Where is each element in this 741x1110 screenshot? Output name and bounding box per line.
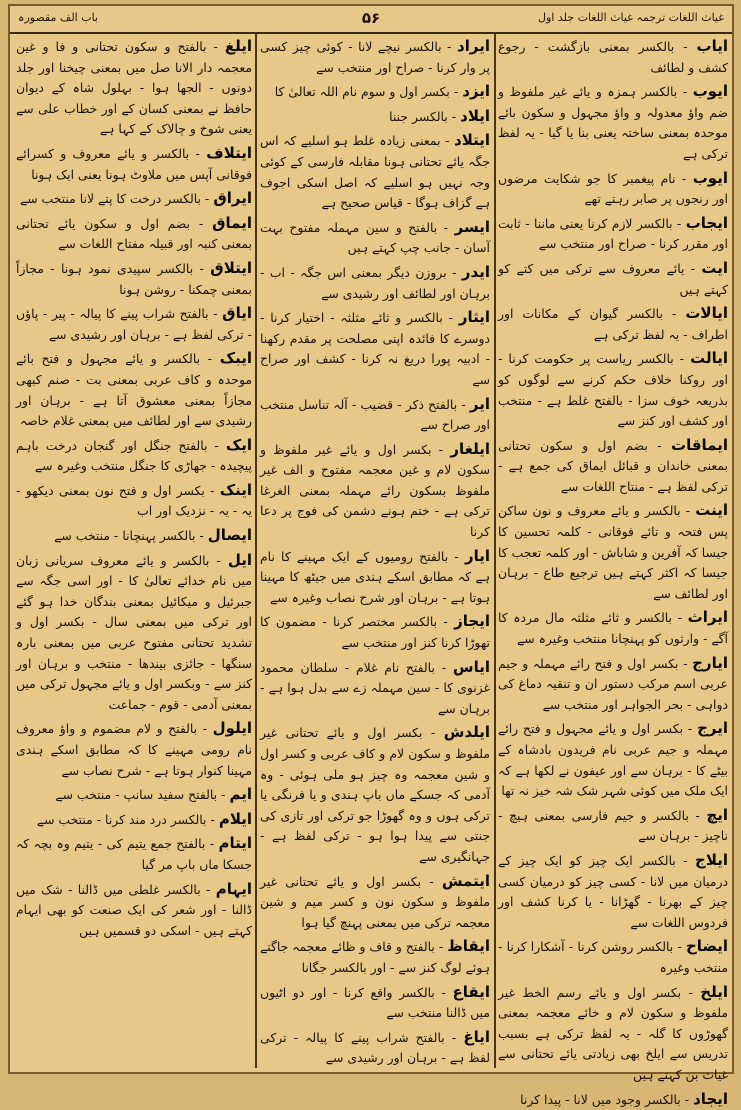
definition: - بالکسر روشن کرنا - آشکارا کرنا - منتخب وغیرہ [498, 939, 728, 975]
definition: - بکسر اول و یائے رسم الخط غیر ملفوظ و سکون لام و خائے معجمہ بمعنی گھوڑوں کا گلہ - یہ لفظ ترکی ہے بسبب تدریس سے ایلخ بھی زیادتی یائے تحتانی سے غیاث بن کہتے ہیں [498, 985, 728, 1082]
headword: ایراد [457, 37, 490, 55]
definition: - بمعنی زیادہ غلط ہو اسلیے کہ اس جگہ یائے تحتانی ہونا مقابلہ فارسی کے کوئی وجہ نہیں ہو اسلیے کہ اصل اسکی اجوف ہے گزاف ہوگا - قیاس صحیح ہے [260, 133, 490, 210]
headword: ایتلاد [454, 131, 490, 149]
definition: - بالکسر و ثائے مثلثہ - اختیار کرنا - دوسرے کا فائدہ اپنی مصلحت پر مقدم رکھنا - ادبیہ پورا دریغ نہ کرنا - کشف اور صراح سے [260, 310, 490, 387]
headword: ایچ [706, 806, 728, 824]
dictionary-entry [16, 525, 252, 547]
dictionary-entry [16, 258, 252, 300]
definition: - بکسر اول و یائے غیر ملفوظ و سکون لام و غین معجمہ مفتوح و الف غیر ملفوظ بسکون رائے مہملہ بمعنی الغرغا ترکی ہے - ختم ہونے دشمن کی فوج پر دعا کرنا [260, 442, 490, 539]
headword: ایجاز [454, 612, 490, 630]
dictionary-entry [16, 480, 252, 522]
definition: - بالکسر و یائے معروف و نون ساکن پس فتحہ و تائے فوقانی - کلمہ تحسین کا جیسا کہ آفرین و شاباش - اور کلمہ تعجب کا جیسا کہ اکثر کہتے ہیں ترجیع طاع - برہان اور لطائف سے [498, 503, 728, 600]
headword: ایثار [459, 308, 490, 326]
dictionary-entry [498, 982, 728, 1086]
dictionary-entry [16, 348, 252, 431]
dictionary-entry [498, 805, 728, 847]
headword: ایلام [219, 810, 252, 828]
headword: ایر [470, 395, 490, 413]
page-number: ۵۶ [362, 9, 380, 27]
dictionary-entry [498, 36, 728, 78]
headword: ایلاج [695, 851, 728, 869]
headword: ایاغ [463, 1028, 490, 1046]
headword: ایماقات [671, 436, 728, 454]
dictionary-entry [260, 217, 490, 259]
headword: ایم [229, 785, 252, 803]
headword: ایراث [688, 608, 728, 626]
definition: - بکسر اول و سوم نام اللہ تعالیٰ کا [275, 84, 458, 99]
headword: اینت [695, 501, 728, 519]
headword: ایضاح [686, 937, 728, 955]
headword: ایقاع [453, 983, 490, 1001]
dictionary-entry [498, 653, 728, 716]
definition: - بالفتح و سین مہملہ مفتوح بہت آسان - جانب چپ کہتے ہیں [260, 220, 490, 256]
headword: ایدر [462, 263, 490, 281]
dictionary-entry [16, 188, 252, 210]
headword: ایل [228, 551, 252, 569]
headword: ایزد [462, 82, 490, 100]
headword: ایجاد [693, 1090, 728, 1108]
headword: ایلخ [700, 983, 728, 1001]
dictionary-entry [16, 879, 252, 942]
definition: - بالفتح و سکون تحتانی و فا و غین معجمہ دار الانا صل میں بمعنی چیخنا اور جلد دونوں - الجھا ہوا - بہلول شاہ کے دیوان حافظ نے بمعنی کسان کے اور خطاب علی سے یعنی شوخ و چالاک کے کہا ہے [16, 39, 252, 136]
definition: - بالکسر درخت کا پتے لانا منتخب سے [20, 191, 209, 206]
headword: ایتام [218, 834, 252, 852]
headword: ایماق [212, 214, 252, 232]
headword: ایجاب [686, 214, 728, 232]
section-title: باب الف مقصورہ [18, 11, 98, 24]
headword: ایلول [213, 719, 252, 737]
dictionary-entry [498, 500, 728, 604]
definition: - بالفتح شراب پینے کا پیالہ - پیر - پاؤں - ترکی لفظ ہے - برہان اور رشیدی سے [16, 306, 252, 342]
dictionary-entry [498, 1089, 728, 1110]
headword: ایت [701, 259, 728, 277]
definition: - بکسر اول و یائے تحتانی غیر ملفوظ و سکون لام و کاف عربی و کسر اول و شین معجمہ وہ چیز ہو ملی ہوئی - وہ آدمی کہ جسکے ماں باپ ہندی و یا فرنگی یا ترکی ہوں و وہ گھوڑا جو ترکی اور تازی کی جنتی سے پیدا ہوا ہو - ترکی لفظ ہے - جہانگیری سے [260, 725, 490, 864]
definition: - بالفتح و لام مضموم و واؤ معروف نام رومی مہینے کا کہ مطابق اسکے ہندی مہینا کنوار ہوتا ہے - شرح نصاب سے [16, 721, 252, 777]
definition: - بکسر اول و فتح نون بمعنی دیکھو - یہ - یہ - نزدیک اور اب [16, 483, 252, 519]
headword: ایتلاق [210, 259, 252, 277]
headword: ایتلاف [206, 144, 252, 162]
headword: ایارج [692, 654, 728, 672]
definition: - بالفتح و قاف و ظائے معجمہ جاگتے ہوئے لوگ کنز سے - اور بالکسر جگانا [260, 939, 490, 975]
dictionary-entry [16, 784, 252, 806]
definition: - بالکسر و ثائے مثلثہ مال مردہ کا آگے - وارثوں کو پہنچانا منتخب وغیرہ سے [498, 610, 728, 646]
definition: - بالفتح سفید سانپ - منتخب سے [55, 787, 225, 802]
definition: - بضم اول و سکون یائے تحتانی بمعنی کنبہ اور قبیلہ مفتاح اللغات سے [16, 216, 252, 252]
headword: ایالت [690, 349, 728, 367]
definition: - بکسر اول و یائے تحتانی غیر ملفوظ و سکون نون و کسر میم و شین معجمہ ترکی میں بمعنی پہنچ گیا ہوا [260, 874, 490, 930]
dictionary-entry [260, 106, 490, 128]
dictionary-entry [260, 81, 490, 103]
headword: ایلدش [444, 723, 490, 741]
definition: - بالفتح جنگل اور گنجان درخت باہم پیچیدہ - جھاڑی کا جنگل منتخب وغیرہ سے [16, 438, 252, 474]
dictionary-entry [260, 611, 490, 653]
dictionary-entry [498, 303, 728, 345]
dictionary-entry [260, 871, 490, 934]
dictionary-entry [16, 435, 252, 477]
dictionary-entry [260, 262, 490, 304]
headword: ایہام [216, 880, 252, 898]
headword: ایقاظ [447, 937, 490, 955]
definition: - بالکسر وجود میں لانا - پیدا کرنا [520, 1092, 689, 1107]
definition: - بالکسر واقع کرنا - اور دو اٹیوں میں ڈالنا منتخب سے [260, 985, 490, 1021]
headword: ایاق [222, 304, 252, 322]
definition: - بالکسر جننا [389, 109, 456, 124]
dictionary-entry [16, 36, 252, 140]
headword: اینک [220, 481, 252, 499]
definition: - یائے معروف سے ترکی میں کتے کو کہتے ہیں [498, 261, 728, 297]
middle-column [260, 36, 490, 1066]
dictionary-entry [260, 982, 490, 1024]
dictionary-entry [16, 809, 252, 831]
headword: ایصال [208, 526, 252, 544]
headword: ایاب [697, 37, 728, 55]
headword: ایار [465, 547, 490, 565]
definition: - بالکسر بمعنی بازگشت - رجوع کشف و لطائف [498, 39, 728, 75]
definition: - بالکسر لازم کرنا یعنی ماننا - ثابت اور مقرر کرنا - صراح اور منتخب سے [498, 216, 728, 252]
headword: ایرج [697, 719, 728, 737]
headword: ایلغ [225, 37, 252, 55]
headword: ایراق [213, 189, 252, 207]
dictionary-entry [498, 936, 728, 978]
dictionary-entry [260, 546, 490, 609]
headword: ایوب [693, 82, 728, 100]
dictionary-entry [16, 303, 252, 345]
dictionary-entry [260, 439, 490, 543]
definition: - بالکسر و یائے مجہول و فتح بائے موحدہ و کاف عربی بمعنی بت - صنم کبھی مجازاً بمعنی معشوق آتا ہے - برہان اور رشیدی سے اور لطائف میں بمعنی غلام خاصہ [16, 351, 252, 428]
dictionary-entry [16, 550, 252, 716]
definition: - بالفتح جمع یتیم کی - یتیم وہ بچہ کہ جسکا ماں باپ مر گیا [16, 836, 252, 872]
headword: ایوب [693, 169, 728, 187]
definition: - بالکسر ریاست پر حکومت کرنا - اور روکنا خلاف حکم کرنے سے لوگوں کو بذریعہ خوف سزا - بالفتح غلط ہے - منتخب اور کشف اور کنز سے [498, 351, 728, 428]
dictionary-entry [260, 936, 490, 978]
definition: - بالکسر غلطی میں ڈالنا - شک میں ڈالنا - اور شعر کی ایک صنعت کو بھی ایہام کہتے ہیں - اسکی دو قسمیں ہیں [16, 882, 252, 938]
dictionary-entry [498, 258, 728, 300]
dictionary-entry [498, 213, 728, 255]
definition: - بالفتح شراب پینے کا پیالہ - ترکی لفظ ہے - برہان اور رشیدی سے [260, 1030, 490, 1066]
headword: ایبک [220, 349, 252, 367]
definition: - بالکسر ہمزہ و یائے غیر ملفوظ و ضم واؤ معدولہ و واؤ مجہول و سکون بائے موحدہ بمعنی ساختہ یعنی بنا یا گیا - یہ لفظ ترکی ہے [498, 84, 728, 161]
definition: - بالکسر نیچے لانا - کوئی چیز کسی پر وار کرنا - صراح اور منتخب سے [260, 39, 490, 75]
dictionary-page [8, 4, 734, 1074]
definition: - بالکسر درد مند کرنا - منتخب سے [37, 812, 215, 827]
definition: - بالفتح نام غلام - سلطان محمود غزنوی کا - سین مہملہ زے سے بدل ہوا ہے - برہان سے [260, 660, 490, 716]
dictionary-entry [260, 307, 490, 390]
headword: ایلاد [460, 107, 490, 125]
definition: - بضم اول و سکون تحتانی بمعنی خاندان و قبائل ایماق کی جمع ہے - ترکی لفظ ہے - منتاح اللغات سے [498, 438, 728, 494]
page-header [10, 6, 732, 34]
dictionary-entry [260, 36, 490, 78]
dictionary-entry [260, 130, 490, 213]
running-title: غیاث اللغات ترجمہ غیاث اللغات جلد اول [538, 11, 724, 24]
headword: ایتمش [442, 872, 490, 890]
definition: - بکسر اول و یائے مجہول و فتح رائے مہملہ و جیم عربی نام فریدون بادشاہ کے بیٹے کا - برہان سے اور عیفون نے لکھا ہے کہ ایک ملک میں کوئی شہر شک شہ خیز نہ تھا [498, 721, 728, 798]
definition: - بالکسر و یائے معروف و کسرائے فوقانی آپس میں ملاوٹ ہونا یعنی ایک ہونا [16, 146, 252, 182]
dictionary-entry [498, 435, 728, 498]
dictionary-entry [498, 718, 728, 801]
dictionary-entry [260, 394, 490, 436]
dictionary-entry [260, 1027, 490, 1069]
definition: - بالفتح ذکر - قضیب - آلہ تناسل منتخب اور صراح سے [260, 397, 490, 433]
definition: - بکسر اول و فتح رائے مہملہ و جیم عربی اسم مرکب دستور ان و تنقیہ دماغ کی دواہی - بحر الجواہر اور منتخب سے [498, 656, 728, 712]
dictionary-entry [16, 143, 252, 185]
headword: ایالات [685, 304, 728, 322]
definition: - بروزن دیگر بمعنی اس جگہ - اب - برہان اور لطائف اور رشیدی سے [260, 265, 490, 301]
dictionary-entry [498, 168, 728, 210]
definition: - بالکسر ایک چیز کو ایک چیز کے درمیان میں لانا - کسی چیز کو درمیان کسی چیز کے بھرنا - گھڑانا - یا کرنا کشف اور فردوس اللغات سے [498, 853, 728, 930]
definition: - بالفتح رومیوں کے ایک مہینے کا نام ہے کہ مطابق اسکے ہندی میں جیٹھ کا مہینا ہوتا ہے - برہان اور شرح نصاب وغیرہ سے [260, 549, 490, 605]
dictionary-entry [260, 722, 490, 867]
definition: - نام پیغمبر کا جو شکایت مرضوں اور رنجوں پر صابر رہتے تھے [498, 171, 728, 207]
right-column [498, 36, 728, 1066]
headword: ایسر [455, 218, 490, 236]
dictionary-entry [16, 833, 252, 875]
headword: ایاس [453, 658, 490, 676]
headword: ایک [226, 436, 252, 454]
dictionary-entry [16, 213, 252, 255]
dictionary-entry [498, 607, 728, 649]
definition: - بالکسر و جیم فارسی بمعنی ہیچ - ناچیز - برہان سے [498, 808, 728, 844]
definition: - بالکسر مختصر کرنا - مضمون کا تھوڑا کرنا کنز اور منتخب سے [260, 614, 490, 650]
definition: - بالکسر گیوان کے مکانات اور اطراف - یہ لفظ ترکی ہے [498, 306, 728, 342]
dictionary-entry [498, 81, 728, 164]
left-column [16, 36, 252, 1066]
dictionary-entry [498, 850, 728, 933]
headword: ایلغار [450, 440, 490, 458]
definition: - بالکسر پہنچانا - منتخب سے [54, 528, 204, 543]
column-divider [494, 34, 496, 1068]
column-divider [255, 34, 257, 1068]
dictionary-entry [498, 348, 728, 431]
dictionary-entry [260, 657, 490, 720]
dictionary-entry [16, 718, 252, 781]
definition: - بالکسر سپیدی نمود ہونا - مجازاً بمعنی چمکنا - روشن ہونا [16, 261, 252, 297]
definition: - بالکسر و یائے معروف سریانی زبان میں نام خدائے تعالیٰ کا - اور اسی جگہ سے جبرئیل و میکائیل بمعنی بندگان خدا ہو گئے اور ترکی میں بمعنی سال - بکسر اول و تشدید تحتانی مفتوح عربی میں بمعنی بارہ سنگھا - جائزی بیندھا - منتخب و برہان اور کنز سے - وبکسر اول و یائے مجہول ترکی میں بمعنی آدمی - قوم - جماعت [16, 553, 252, 712]
